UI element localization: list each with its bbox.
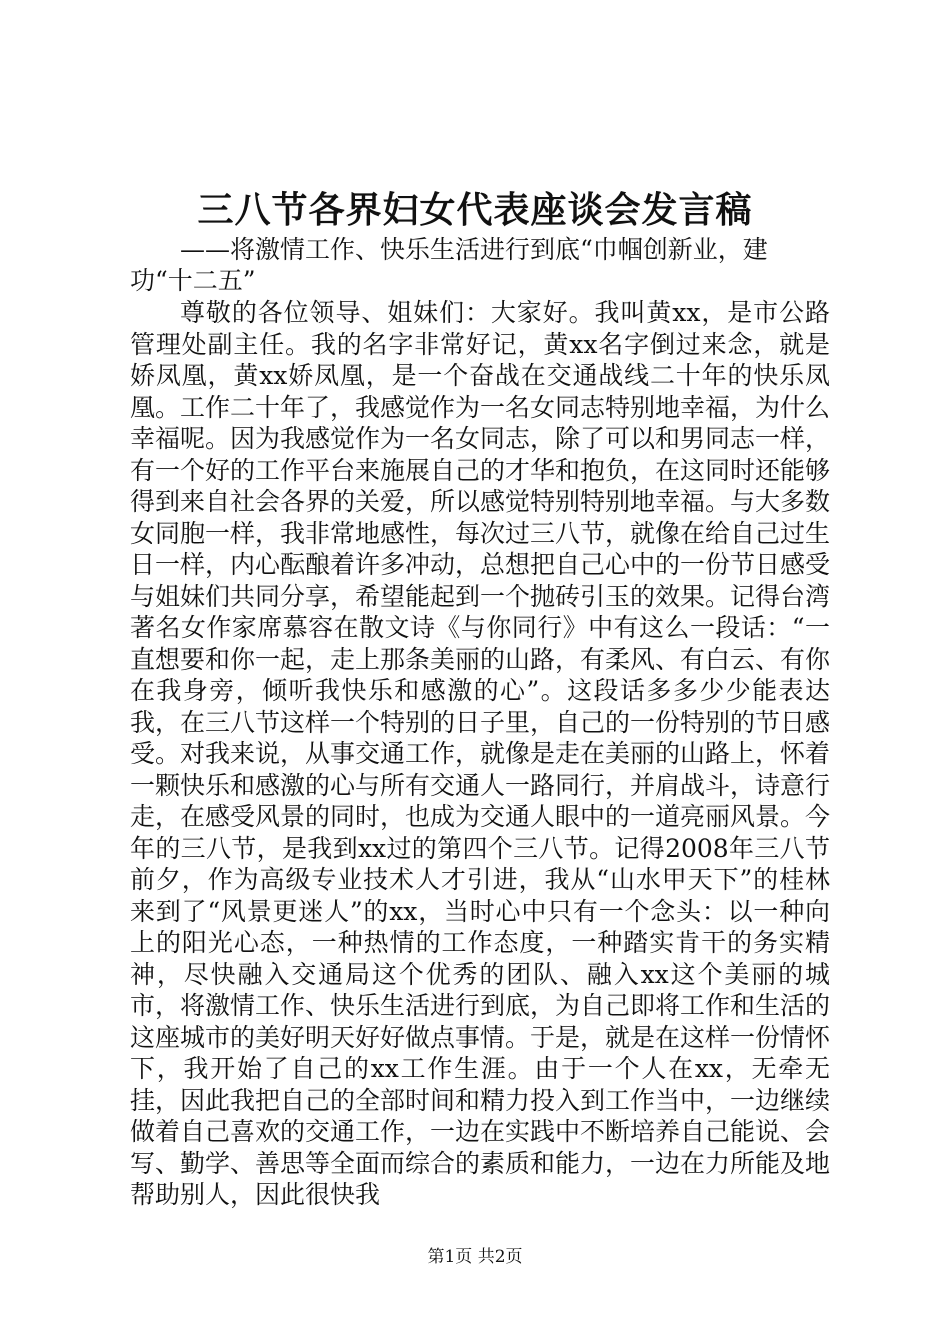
body-paragraph: 尊敬的各位领导、姐妹们：大家好。我叫黄xx，是市公路管理处副主任。我的名字非常好记，黄xx名字倒过来念，就是娇凤凰，黄xx娇凤凰，是一个奋战在交通战线二十年的快乐凤凰。工作二十年了，我感觉作为一名女同志特别地幸福，为什么幸福呢。因为我感觉作为一名女同志，除了可以和男同志一样，有一个好的工作平台来施展自己的才华和抱负，在这同时还能够得到来自社会各界的关爱，所以感觉特别特别地幸福。与大多数女同胞一样，我非常地感性，每次过三八节，就像在给自己过生日一样，内心酝酿着许多冲动，总想把自己心中的一份节日感受与姐妹们共同分享，希望能起到一个抛砖引玉的效果。记得台湾著名女作家席慕容在散文诗《与你同行》中有这么一段话：“一直想要和你一起，走上那条美丽的山路，有柔风、有白云、有你在我身旁，倾听我快乐和感激的心”。这段话多多少少能表达我，在三八节这样一个特别的日子里，自己的一份特别的节日感受。对我来说，从事交通工作，就像是走在美丽的山路上，怀着一颗快乐和感激的心与所有交通人一路同行，并肩战斗，诗意行走，在感受风景的同时，也成为交通人眼中的一道亮丽风景。今年的三八节，是我到xx过的第四个三八节。记得2008年三八节前夕，作为高级专业技术人才引进，我从“山水甲天下”的桂林来到了“风景更迷人”的xx，当时心中只有一个念头：以一种向上的阳光心态，一种热情的工作态度，一种踏实肯干的务实精神，尽快融入交通局这个优秀的团队、融入xx这个美丽的城市，将激情工作、快乐生活进行到底，为自己即将工作和生活的这座城市的美好明天好好做点事情。于是，就是在这样一份情怀下，我开始了自己的xx工作生涯。由于一个人在xx，无牵无挂，因此我把自己的全部时间和精力投入到工作当中，一边继续做着自己喜欢的交通工作，一边在实践中不断培养自己能说、会写、勤学、善思等全面而综合的素质和能力，一边在力所能及地帮助别人，因此很快我 — [130, 298, 831, 1209]
document-subtitle: ——将激情工作、快乐生活进行到底“巾帼创新业，建功“十二五” — [130, 235, 768, 295]
document-title: 三八节各界妇女代表座谈会发言稿 — [197, 189, 753, 231]
page-number-footer: 第1页 共2页 — [427, 1247, 523, 1267]
